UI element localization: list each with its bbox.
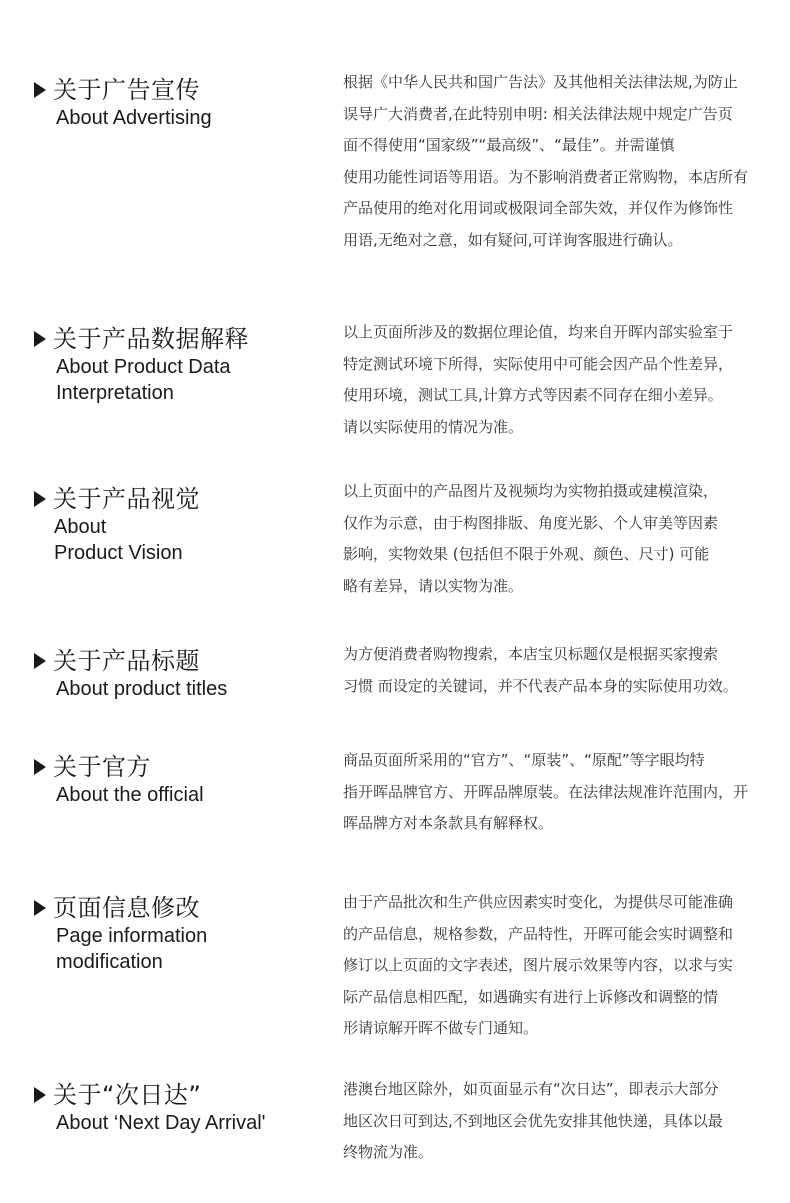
triangle-bullet-icon — [34, 1087, 46, 1103]
section-body — [343, 476, 783, 602]
section-heading — [34, 75, 329, 131]
section-body — [343, 317, 783, 443]
triangle-bullet-icon — [34, 900, 46, 916]
body-line: 以上页面所涉及的数据位理论值，均来自开晖内部实验室于 — [343, 323, 734, 341]
body-line: 指开晖品牌官方、开晖品牌原装。在法律法规准许范围内，开 — [343, 782, 749, 801]
body-line: 特定测试环境下所得，实际使用中可能会因产品个性差异， — [343, 354, 734, 373]
section-body — [343, 745, 783, 840]
section-title: 关于产品数据解释 — [53, 325, 249, 353]
body-line: 晖品牌方对本条款具有解释权。 — [343, 814, 554, 832]
section-subtitle: modification — [56, 951, 163, 973]
section-body — [343, 67, 783, 256]
section-body — [343, 639, 783, 702]
triangle-bullet-icon — [34, 82, 46, 98]
section-subtitle: Page information — [56, 925, 208, 947]
section-body — [343, 887, 783, 1045]
body-line: 面不得使用“国家级”“最高级”、“最佳”。并需谨慎 — [343, 136, 675, 154]
triangle-bullet-icon — [34, 331, 46, 347]
section-subtitle: About ‘Next Day Arrival' — [56, 1112, 266, 1134]
section-subtitle: Interpretation — [56, 382, 174, 404]
section-title: 关于产品视觉 — [53, 485, 200, 513]
body-line: 请以实际使用的情况为准。 — [343, 417, 524, 436]
section-heading — [34, 324, 329, 406]
body-line: 影响，实物效果 (包括但不限于外观、颜色、尺寸) 可能 — [343, 545, 710, 563]
section-title: 关于“次日达” — [53, 1081, 202, 1109]
section-heading — [34, 1080, 329, 1136]
body-line: 终物流为准。 — [343, 1143, 434, 1161]
body-line: 使用功能性词语等用语。为不影响消费者正常购物，本店所有 — [343, 167, 749, 186]
body-line: 由于产品批次和生产供应因素实时变化，为提供尽可能准确 — [343, 893, 734, 911]
section-subtitle: About the official — [56, 784, 204, 806]
section-subtitle: About Product Data — [56, 356, 231, 378]
section-heading — [34, 893, 329, 975]
section-heading — [34, 752, 329, 808]
triangle-bullet-icon — [34, 491, 46, 507]
body-line: 港澳台地区除外，如页面显示有“次日达”，即表示大部分 — [343, 1080, 719, 1098]
section-title: 页面信息修改 — [53, 894, 200, 922]
body-line: 修订以上页面的文字表述，图片展示效果等内容，以求与实 — [343, 956, 734, 974]
body-line: 产品使用的绝对化用词或极限词全部失效，并仅作为修饰性 — [343, 199, 734, 217]
body-line: 根据《中华人民共和国广告法》及其他相关法律法规,为防止 — [343, 73, 738, 91]
section-heading — [34, 646, 329, 702]
body-line: 以上页面中的产品图片及视频均为实物拍摄或建模渲染， — [343, 482, 719, 500]
body-line: 误导广大消费者,在此特别申明: 相关法律法规中规定广告页 — [343, 104, 733, 123]
section-subtitle: About product titles — [56, 678, 228, 700]
section-subtitle: About Advertising — [56, 107, 212, 129]
body-line: 际产品信息相匹配，如遇确实有进行上诉修改和调整的情 — [343, 987, 719, 1006]
body-line: 略有差异，请以实物为准。 — [343, 576, 524, 595]
section-subtitle: Product Vision — [54, 542, 183, 564]
section-body — [343, 1074, 783, 1169]
section-title: 关于官方 — [53, 753, 151, 781]
body-line: 用语,无绝对之意，如有疑问,可详询客服进行确认。 — [343, 230, 683, 249]
triangle-bullet-icon — [34, 653, 46, 669]
body-line: 为方便消费者购物搜索，本店宝贝标题仅是根据买家搜索 — [343, 645, 719, 663]
body-line: 使用环境，测试工具,计算方式等因素不同存在细小差异。 — [343, 386, 723, 404]
body-line: 仅作为示意，由于构图排版、角度光影、个人审美等因素 — [343, 513, 719, 532]
body-line: 形请谅解开晖不做专门通知。 — [343, 1019, 539, 1037]
triangle-bullet-icon — [34, 759, 46, 775]
section-heading — [34, 484, 329, 566]
body-line: 习惯 而设定的关键词，并不代表产品本身的实际使用功效。 — [343, 676, 738, 695]
body-line: 商品页面所采用的“官方”、“原装”、“原配”等字眼均特 — [343, 751, 705, 769]
section-title: 关于产品标题 — [53, 647, 200, 675]
body-line: 的产品信息，规格参数，产品特性，开晖可能会实时调整和 — [343, 924, 734, 943]
body-line: 地区次日可到达,不到地区会优先安排其他快递，具体以最 — [343, 1111, 723, 1130]
section-title: 关于广告宣传 — [53, 76, 200, 104]
section-subtitle: About — [54, 516, 107, 538]
